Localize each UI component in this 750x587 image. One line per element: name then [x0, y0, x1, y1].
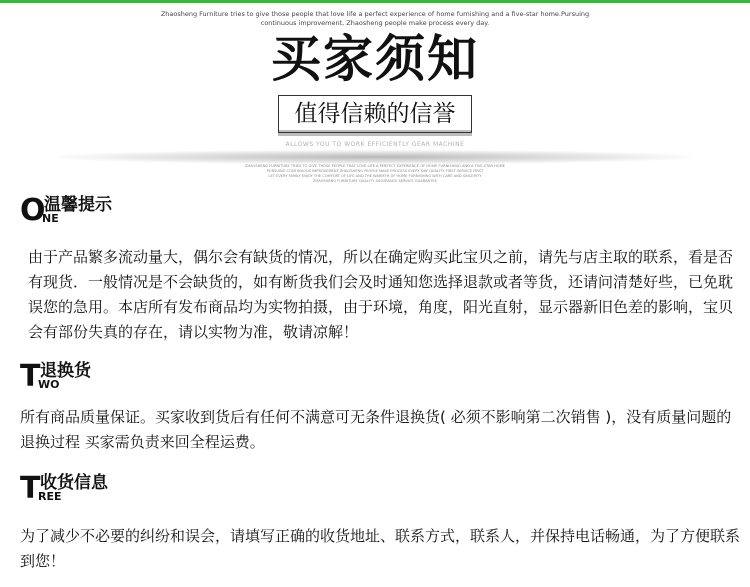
- section-one-body: 由于产品繁多流动量大，偶尔会有缺货的情况，所以在确定购买此宝贝之前，请先与店主取的联系，看是否有现货．一般情况是不会缺货的，如有断货我们会及时通知您选择退款或者等货，还请问清楚好些，已免耽误您的急用。本店所有发布商品均为实物拍摄，由于环境，角度，阳光直射，显示器新旧色差的影响，宝贝会有部份失真的存在，请以实物为准，敬请凉解！: [28, 248, 734, 341]
- section-three-heading: [20, 471, 160, 506]
- section-two-body: 所有商品质量保证。买家收到货后有任何不满意可无条件退换货( 必须不影响第二次销售 )，没有质量问题的退换过程 买家需负责来回全程运费。: [20, 408, 732, 451]
- section-number-suffix: REE: [38, 490, 62, 503]
- section-two-heading: [20, 359, 160, 394]
- section-title: 温馨提示: [44, 195, 112, 215]
- page-title: 买家须知: [271, 30, 479, 88]
- section-number-letter: T: [20, 359, 41, 394]
- section-number-letter: T: [20, 471, 41, 506]
- fine-print-line-1: ZHAOSHENG FURNITURE TRIES TO GIVE THOSE PEOPLE THAT LOVE LIFE A PERFECT EXPERIENCE OF HOME FURNISHING AND A FIVE-STAR HOME: [244, 164, 506, 168]
- fine-print-line-4: ZHAOSHENG FURNITURE QUALITY ASSURANCE SERVICE GUARANTEE: [313, 179, 437, 183]
- section-number-suffix: NE: [42, 212, 59, 225]
- top-accent-bar: [0, 0, 750, 3]
- header-caption: ALLOWS YOU TO WORK EFFICIENTLY GEAR MACHINE: [285, 141, 465, 148]
- header-tagline: [0, 10, 750, 28]
- header-fine-print: [0, 164, 750, 184]
- section-number-suffix: WO: [38, 378, 60, 391]
- fine-print-line-3: LET EVERY FAMILY ENJOY THE COMFORT OF LIFE AND THE WARMTH OF HOME FURNISHING WITH CARE AND SINCERITY: [268, 174, 482, 178]
- tagline-line-1: Zhaosheng Furniture tries to give those people that love life a perfect experience of home furnishing and a five-star home.Pursuing: [160, 10, 590, 18]
- section-number-letter: O: [20, 193, 46, 228]
- section-three-body: 为了减少不必要的纠纷和误会，请填写正确的收货地址、联系方式，联系人，并保持电话畅通，为了方便联系到您！: [20, 527, 741, 570]
- section-title: 退换货: [40, 361, 91, 381]
- tagline-line-2: continuous improvement, Zhaosheng people make process every day.: [260, 19, 490, 27]
- header-shadow-divider: [60, 150, 690, 164]
- fine-print-line-2: PURSUING CONTINUOUS IMPROVEMENT ZHAOSHENG PEOPLE MAKE PROCESS EVERY DAY QUALITY FIRST SERVICE FIRST: [266, 169, 484, 173]
- subtitle-box: 值得信赖的信誉: [278, 95, 472, 133]
- section-title: 收货信息: [40, 473, 108, 493]
- section-one-heading: [20, 193, 160, 228]
